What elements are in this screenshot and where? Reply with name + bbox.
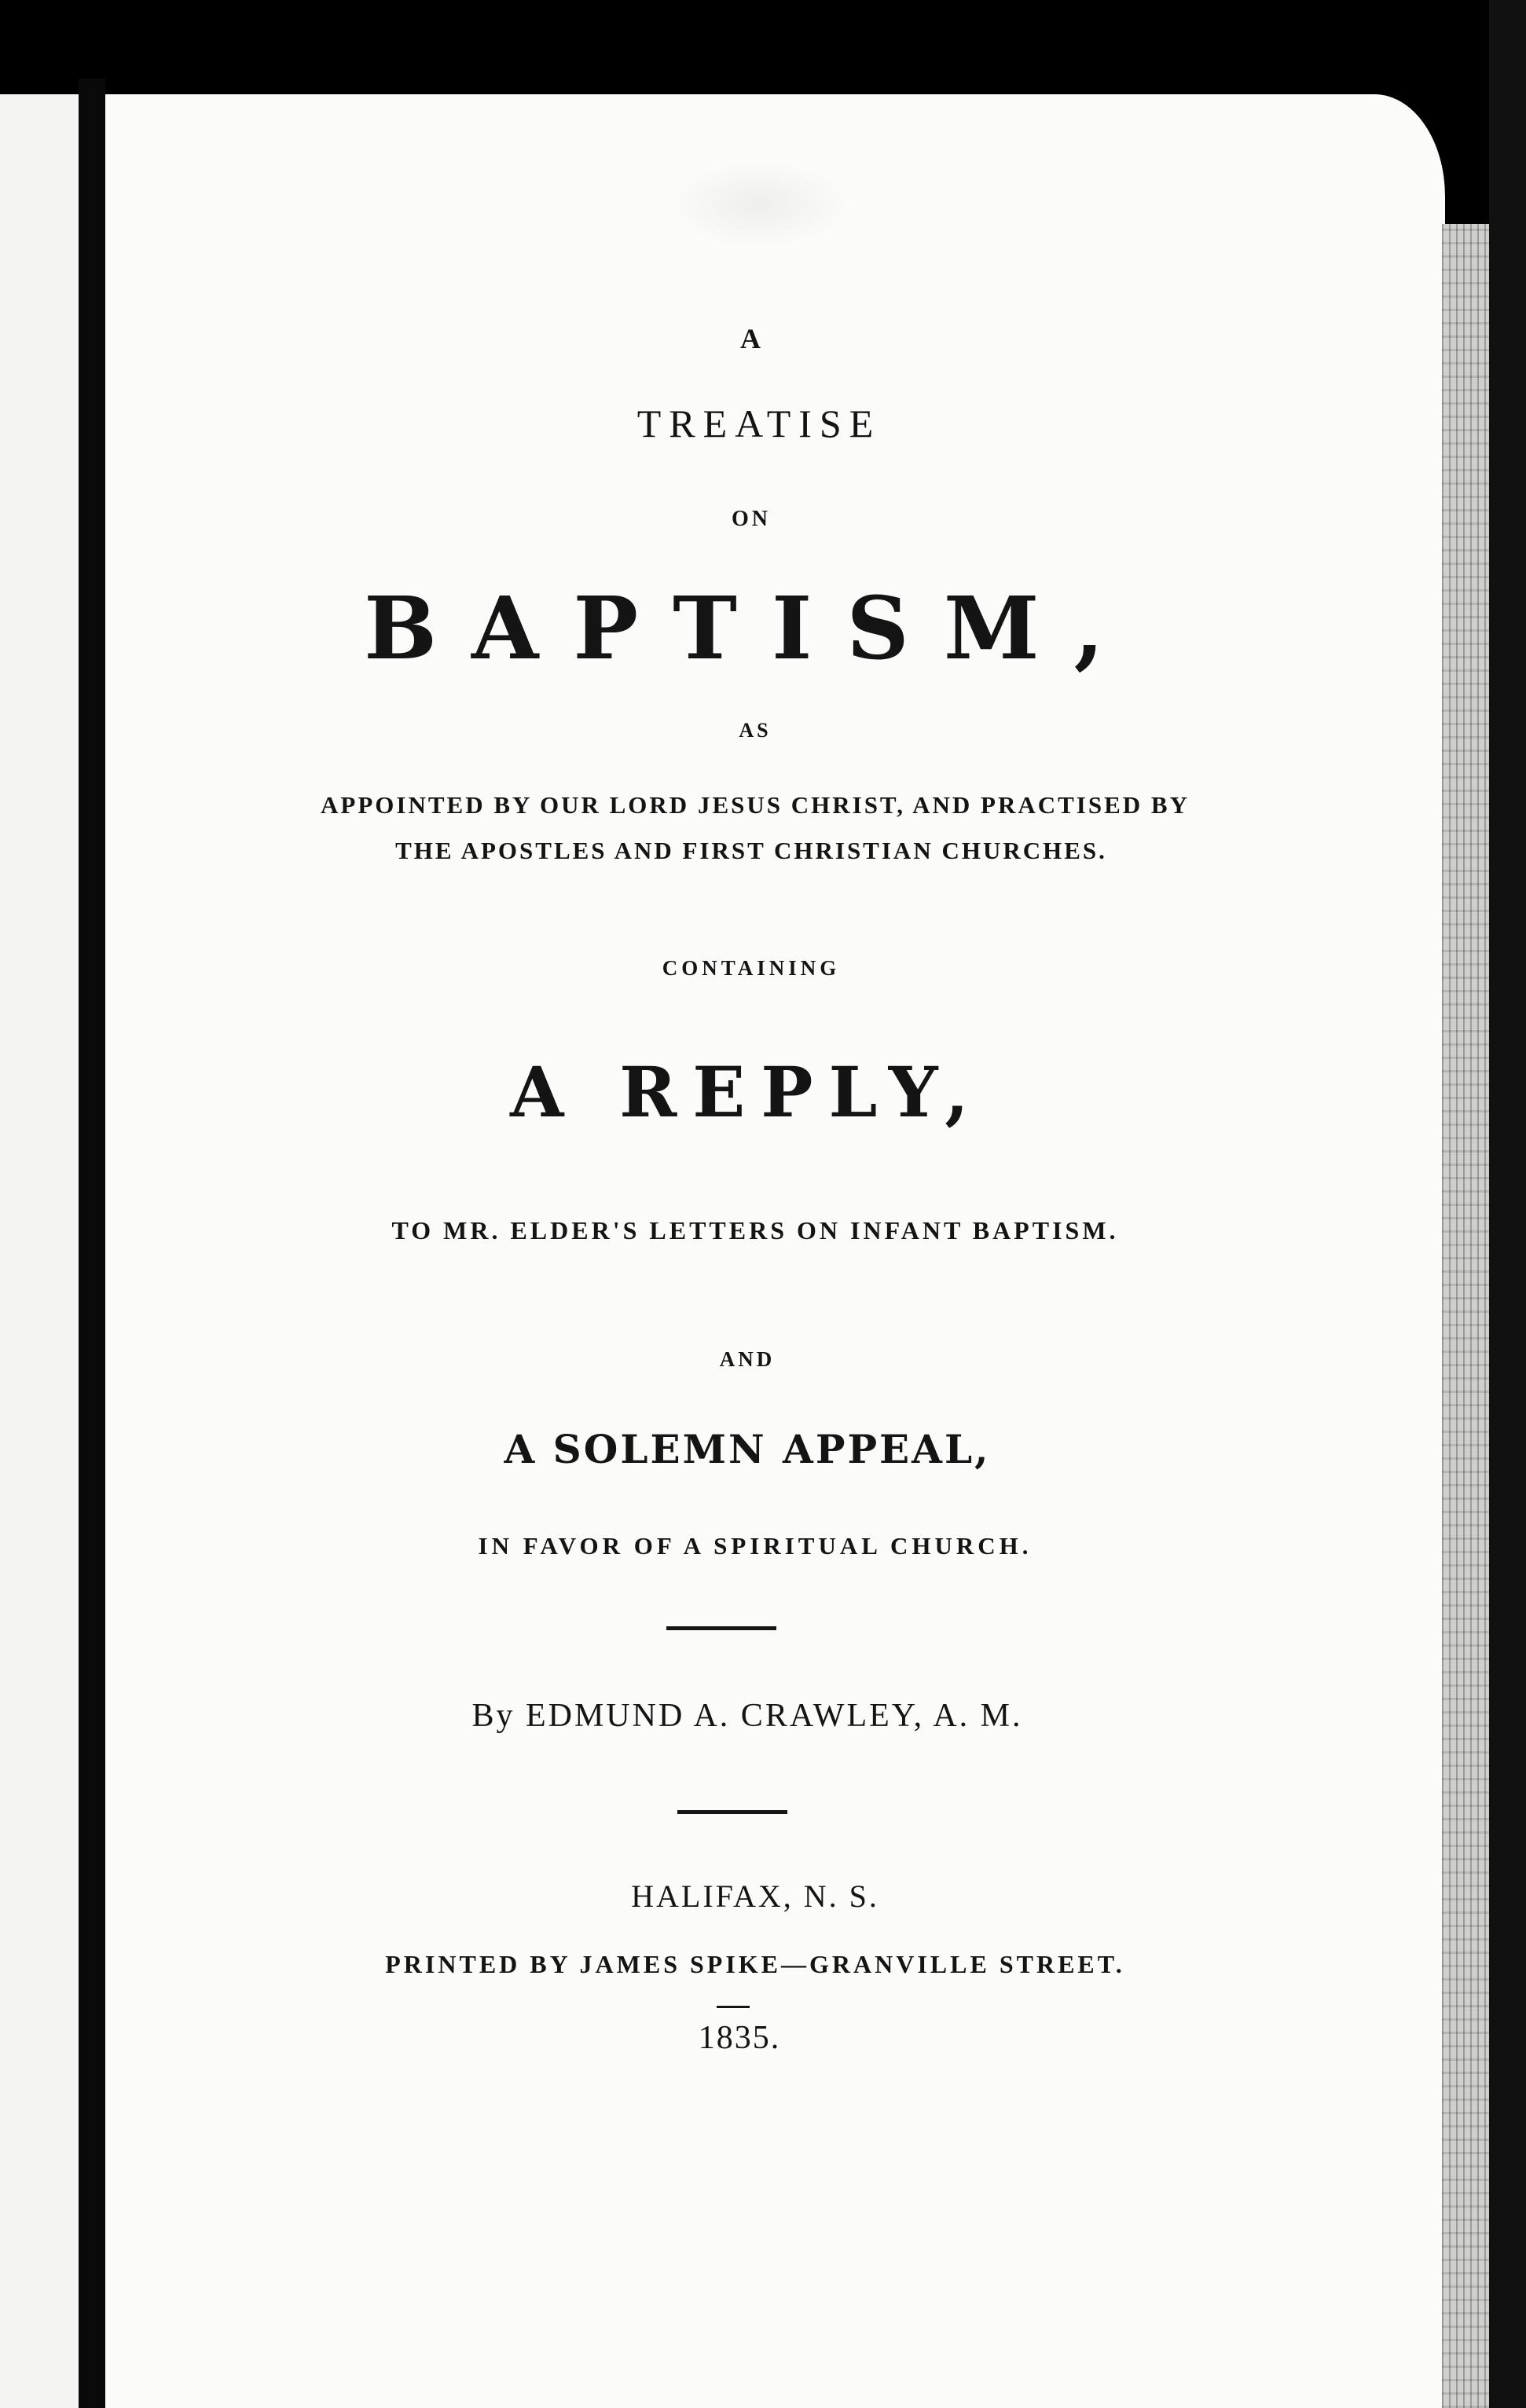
title-solemn-appeal: A SOLEMN APPEAL, [504, 1426, 991, 1472]
page-smudge [668, 161, 849, 247]
divider-rule-3 [717, 2006, 750, 2008]
imprint-year: 1835. [698, 2020, 781, 2056]
title-on: ON [732, 507, 771, 531]
title-reply: A REPLY, [510, 1051, 985, 1133]
containing-label: CONTAINING [662, 956, 841, 980]
appeal-subject: IN FAVOR OF A SPIRITUAL CHURCH. [478, 1532, 1033, 1560]
title-baptism: BAPTISM, [364, 577, 1139, 679]
divider-rule-2 [677, 1810, 787, 1814]
and-label: AND [719, 1347, 776, 1371]
subtitle-line-2: THE APOSTLES AND FIRST CHRISTIAN CHURCHES. [395, 837, 1107, 864]
reply-subject: TO MR. ELDER'S LETTERS ON INFANT BAPTISM. [391, 1216, 1119, 1244]
imprint-printer: PRINTED BY JAMES SPIKE—GRANVILLE STREET. [385, 1950, 1125, 1978]
title-as: AS [739, 719, 772, 742]
author-line: By EDMUND A. CRAWLEY, A. M. [471, 1698, 1023, 1734]
divider-rule-1 [666, 1626, 776, 1630]
subtitle-line-1: APPOINTED BY OUR LORD JESUS CHRIST, AND PRACTISED BY [321, 791, 1190, 819]
page-fore-edge [1442, 224, 1489, 2408]
imprint-place: HALIFAX, N. S. [631, 1878, 879, 1914]
title-article: A [740, 323, 762, 354]
title-treatise: TREATISE [636, 401, 882, 445]
